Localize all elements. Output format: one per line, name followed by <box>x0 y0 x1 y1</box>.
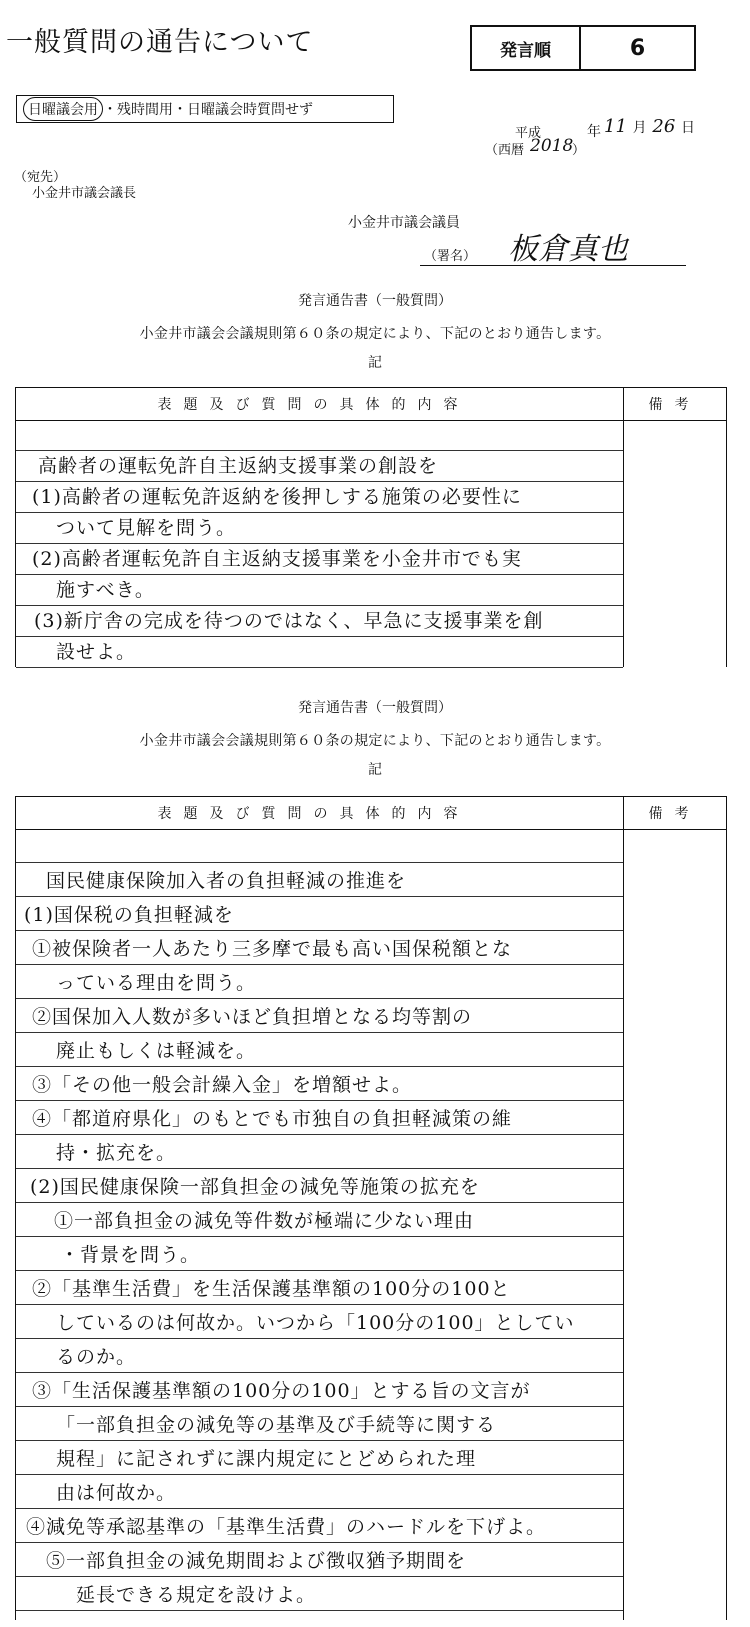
section1-statement: 小金井市議会会議規則第６０条の規定により、下記のとおり通告します。 <box>139 326 611 342</box>
date-year-label: 年 <box>587 124 601 140</box>
date-month: 11 <box>604 116 627 137</box>
session-mode-others: ・残時間用・日曜議会時質問せず <box>103 102 313 118</box>
handwritten-text: 延長できる規定を設けよ。 <box>76 1584 317 1606</box>
section2-column-divider <box>623 797 624 1620</box>
section1-line <box>16 451 623 482</box>
handwritten-text: っている理由を問う。 <box>56 972 257 994</box>
section2-line <box>16 1271 623 1305</box>
addressee-label: （宛先） <box>14 170 67 185</box>
section2-line <box>16 1407 623 1441</box>
section2-line <box>16 1475 623 1509</box>
section1-column-divider <box>623 388 624 667</box>
handwritten-text: (1)国保税の負担軽減を <box>24 904 234 926</box>
handwritten-text: 施すべき。 <box>56 579 155 601</box>
speaking-order-label: 発言順 <box>472 27 581 69</box>
section2-line <box>16 1067 623 1101</box>
section2-line <box>16 1203 623 1237</box>
section2-line <box>16 965 623 999</box>
speaking-order-box <box>470 25 696 71</box>
section2-line <box>16 1577 623 1611</box>
handwritten-text: (3)新庁舎の完成を待つのではなく、早急に支援事業を創 <box>34 610 544 632</box>
section2-col-note: 備考 <box>648 806 701 822</box>
handwritten-text: ついて見解を問う。 <box>56 517 237 539</box>
date-day: 26 <box>652 116 676 137</box>
section2-line <box>16 829 623 863</box>
handwritten-text: (2)国民健康保険一部負担金の減免等施策の拡充を <box>30 1176 480 1198</box>
handwritten-text: ④減免等承認基準の「基準生活費」のハードルを下げよ。 <box>26 1516 547 1538</box>
handwritten-text: ②国保加入人数が多いほど負担増となる均等割の <box>32 1006 473 1028</box>
section2-statement: 小金井市議会会議規則第６０条の規定により、下記のとおり通告します。 <box>139 733 611 749</box>
section2-line <box>16 1169 623 1203</box>
section2-line <box>16 1101 623 1135</box>
page-title: 一般質問の通告について <box>6 27 314 58</box>
date-era-label: 平成 <box>515 126 542 141</box>
handwritten-text: 廃止もしくは軽減を。 <box>56 1040 257 1062</box>
sender-role: 小金井市議会議員 <box>348 215 460 231</box>
handwritten-text: ②「基準生活費」を生活保護基準額の100分の100と <box>32 1278 511 1300</box>
handwritten-text: 持・拡充を。 <box>56 1142 177 1164</box>
section1-table <box>15 387 727 667</box>
section2-line <box>16 897 623 931</box>
section2-ki: 記 <box>368 762 382 778</box>
addressee-name: 小金井市議会議長 <box>32 186 137 201</box>
date-month-label: 月 <box>632 120 647 136</box>
section1-ki: 記 <box>368 355 382 371</box>
section1-col-note: 備考 <box>648 397 701 413</box>
handwritten-text: 「一部負担金の減免等の基準及び手続等に関する <box>56 1414 497 1436</box>
section2-line <box>16 1373 623 1407</box>
handwritten-text: ①被保険者一人あたり三多摩で最も高い国保税額とな <box>32 938 513 960</box>
date-day-label: 日 <box>681 120 696 136</box>
section1-line <box>16 637 623 668</box>
session-mode-selected: 日曜議会用 <box>23 97 103 121</box>
section1-doc-title: 発言通告書（一般質問） <box>298 293 452 309</box>
handwritten-text: るのか。 <box>56 1346 137 1368</box>
handwritten-text: (1)高齢者の運転免許返納を後押しする施策の必要性に <box>32 486 522 508</box>
section2-line <box>16 1135 623 1169</box>
section1-line <box>16 575 623 606</box>
handwritten-text: ③「生活保護基準額の100分の100」とする旨の文言が <box>32 1380 531 1402</box>
handwritten-text: 由は何故か。 <box>56 1482 177 1504</box>
handwritten-text: 規程」に記されずに課内規定にとどめられた理 <box>56 1448 477 1470</box>
speaking-order-value: 6 <box>629 35 646 61</box>
section2-line <box>16 999 623 1033</box>
section1-line <box>16 513 623 544</box>
handwritten-text: ③「その他一般会計繰入金」を増額せよ。 <box>32 1074 413 1096</box>
section1-table-header <box>16 388 726 421</box>
section2-line <box>16 1033 623 1067</box>
section2-line <box>16 1441 623 1475</box>
section2-table <box>15 796 727 1620</box>
section2-line <box>16 1305 623 1339</box>
session-mode-box <box>16 95 394 123</box>
handwritten-text: 設せよ。 <box>56 641 137 663</box>
handwritten-text: ⑤一部負担金の減免期間および徴収猶予期間を <box>46 1550 467 1572</box>
signature-name: 板倉真也 <box>508 232 628 267</box>
section1-col-main: 表題及び質問の具体的内容 <box>157 397 470 413</box>
section2-line <box>16 1237 623 1271</box>
handwritten-text: (2)高齢者運転免許自主返納支援事業を小金井市でも実 <box>32 548 522 570</box>
date-western-label: （西暦 <box>485 143 525 158</box>
section2-line <box>16 931 623 965</box>
section2-table-header <box>16 797 726 830</box>
date-western-year: 2018 <box>530 136 574 156</box>
handwritten-text: 国民健康保険加入者の負担軽減の推進を <box>46 870 407 892</box>
handwritten-text: しているのは何故か。いつから「100分の100」としてい <box>56 1312 575 1334</box>
handwritten-text: ①一部負担金の減免等件数が極端に少ない理由 <box>54 1210 475 1232</box>
date-month-day <box>604 116 695 137</box>
section1-line <box>16 544 623 575</box>
section1-line <box>16 606 623 637</box>
section1-line <box>16 420 623 451</box>
section2-line <box>16 863 623 897</box>
section1-line <box>16 482 623 513</box>
section2-line <box>16 1543 623 1577</box>
section2-doc-title: 発言通告書（一般質問） <box>298 700 452 716</box>
signature-label: （署名） <box>424 249 477 264</box>
section2-col-main: 表題及び質問の具体的内容 <box>157 806 470 822</box>
handwritten-text: ・背景を問う。 <box>60 1244 201 1266</box>
handwritten-text: ④「都道府県化」のもとでも市独自の負担軽減策の維 <box>32 1108 513 1130</box>
handwritten-text: 高齢者の運転免許自主返納支援事業の創設を <box>38 455 439 477</box>
date-western-close: ） <box>572 143 586 158</box>
section2-line <box>16 1339 623 1373</box>
signature-line <box>420 265 686 266</box>
section2-line <box>16 1509 623 1543</box>
